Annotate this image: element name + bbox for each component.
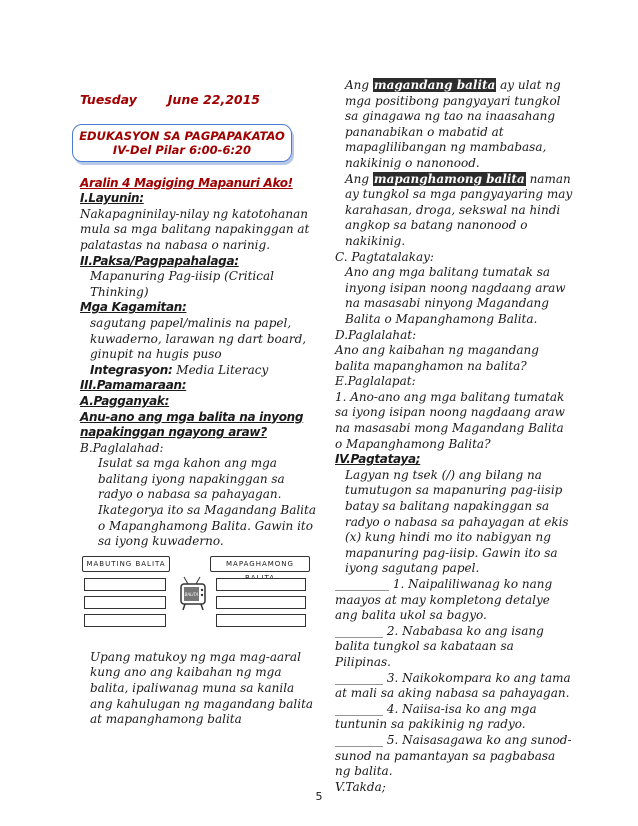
page-number: 5 — [315, 790, 323, 803]
subject-title: EDUKASYON SA PAGPAPAKATAO — [79, 128, 285, 143]
right-box-2 — [216, 596, 306, 609]
paksa-text: Mapanuring Pag-iisip (Critical Thinking) — [90, 269, 274, 299]
lesson-title: Aralin 4 Magiging Mapanuri Ako! — [80, 175, 293, 190]
paglalapat-heading: E.Paglalapat: — [335, 374, 416, 389]
pagganyak-question: Anu-ano ang mga balita na inyong napakinggan ngayong araw? — [80, 409, 304, 440]
pamamaraan-heading: III.Pamamaraan: — [80, 378, 187, 393]
left-box-3 — [84, 614, 166, 627]
right-box-1 — [216, 578, 306, 591]
date-label: June 22,2015 — [167, 92, 260, 107]
paglalahat-text: Ano ang kaibahan ng magandang balita mapanghamon na balita? — [335, 343, 539, 373]
pagtataya-item-1: _________ 1. Naipaliliwanag ko nang maayos at may kompletong detalye ang balita ukol sa bagyo. — [335, 577, 553, 623]
mapaghamong-balita-banner: MAPAGHAMONG — [210, 556, 310, 572]
date-header — [80, 92, 260, 108]
kagamitan-text: sagutang papel/malinis na papel, kuwaderno, larawan ng dart board, ginupit na hugis puso — [90, 315, 307, 362]
layunin-text: Nakapagninilay-nilay ng katotohanan mula sa mga balitang napakinggan at palatastas na nabasa o narinig. — [80, 206, 310, 252]
integrasyon-text: Media Literacy — [176, 362, 269, 377]
layunin-heading: I.Layunin: — [80, 191, 144, 206]
left-column — [80, 92, 320, 728]
paglalapat-text: 1. Ano-ano ang mga balitang tumatak sa iyong isipan noong nagdaang araw na masasabi mong Magandang Balita o Mapanghamong Balita? — [335, 389, 565, 451]
integrasyon-heading: Integrasyon: — [90, 362, 173, 377]
pagtataya-text: Lagyan ng tsek (/) ang bilang na tumutugon sa mapanuring pag-iisip batay sa balitang napakinggan sa radyo o nabasa sa pahayagan at ekis (x) kung hindi mo ito nabigyan ng mapanuring pag-iisip. Gawin ito sa iyong sagutang papel. — [345, 467, 569, 576]
takda-heading: V.Takda; — [335, 779, 386, 794]
pagtatalakay-text: Ano ang mga balitang tumatak sa inyong isipan noong nagdaang araw na masasabi ninyong Magandang Balita o Mapanghamong Balita. — [345, 265, 566, 326]
subject-section: IV-Del Pilar 6:00-6:20 — [112, 142, 252, 157]
news-sorting-figure — [80, 556, 310, 636]
mapanghamong-balita-definition: Ang mapanghamong balita naman ay tungkol sa mga pangyayaring may karahasan, droga, sekswal na hindi angkop sa batang nanonood o nakikinig. — [345, 171, 573, 248]
pagtataya-heading: IV.Pagtataya; — [335, 452, 421, 467]
paglalahad-heading: B.Paglalahad: — [80, 440, 164, 455]
pagganyak-heading: A.Pagganyak: — [80, 393, 170, 408]
tv-balita-label: BALITA — [184, 591, 199, 597]
pagtatalakay-heading: C. Pagtatalakay: — [335, 249, 434, 264]
mabuting-balita-banner: MABUTING BALITA — [82, 556, 170, 572]
subject-box — [72, 124, 292, 162]
right-box-3 — [216, 614, 306, 627]
pagtataya-item-4-5: ________ 4. Naiisa-isa ko ang mga tuntunin sa pakikinig ng radyo. ________ 5. Naisasagawa ko ang sunod-sunod na pamantayan sa pagbabasa ng balita. — [335, 701, 572, 779]
pagtataya-item-2: ________ 2. Nababasa ko ang isang balita tungkol sa kabataan sa Pilipinas. — [335, 623, 544, 669]
magandang-balita-highlight: magandang balita — [373, 78, 496, 92]
paglalahad-text: Isulat sa mga kahon ang mga balitang iyong napakinggan sa radyo o nabasa sa pahayagan. Ikategorya ito sa Magandang Balita o Mapanghamong Balita. Gawin ito sa iyong kuwaderno. — [98, 456, 316, 549]
pagtataya-item-3: ________ 3. Naikokompara ko ang tama at mali sa aking nabasa sa pahayagan. — [335, 670, 571, 701]
left-box-1 — [84, 578, 166, 591]
magandang-balita-definition: Ang magandang balita ay ulat ng mga positibong pangyayari tungkol sa ginagawa ng tao na inaasahang pananabikan o mabatid at mapaglilibangan ng mambabasa, nakikinig o nanonood. — [345, 78, 561, 170]
paksa-heading: II.Paksa/Pagpapahalaga: — [80, 253, 239, 268]
mapanghamong-balita-highlight: mapanghamong balita — [373, 171, 525, 186]
right-column — [335, 78, 573, 795]
kagamitan-heading: Mga Kagamitan: — [80, 300, 187, 315]
left-box-2 — [84, 596, 166, 609]
paglalahat-heading: D.Paglalahat: — [335, 327, 417, 342]
closing-text: Upang matukoy ng mga mag-aaral kung ano ang kaibahan ng mga balita, ipaliwanag muna sa kanila ang kahulugan ng magandang balita at mapanghamong balita — [90, 649, 314, 727]
tv-icon — [178, 574, 208, 616]
day-label: Tuesday — [80, 92, 137, 107]
